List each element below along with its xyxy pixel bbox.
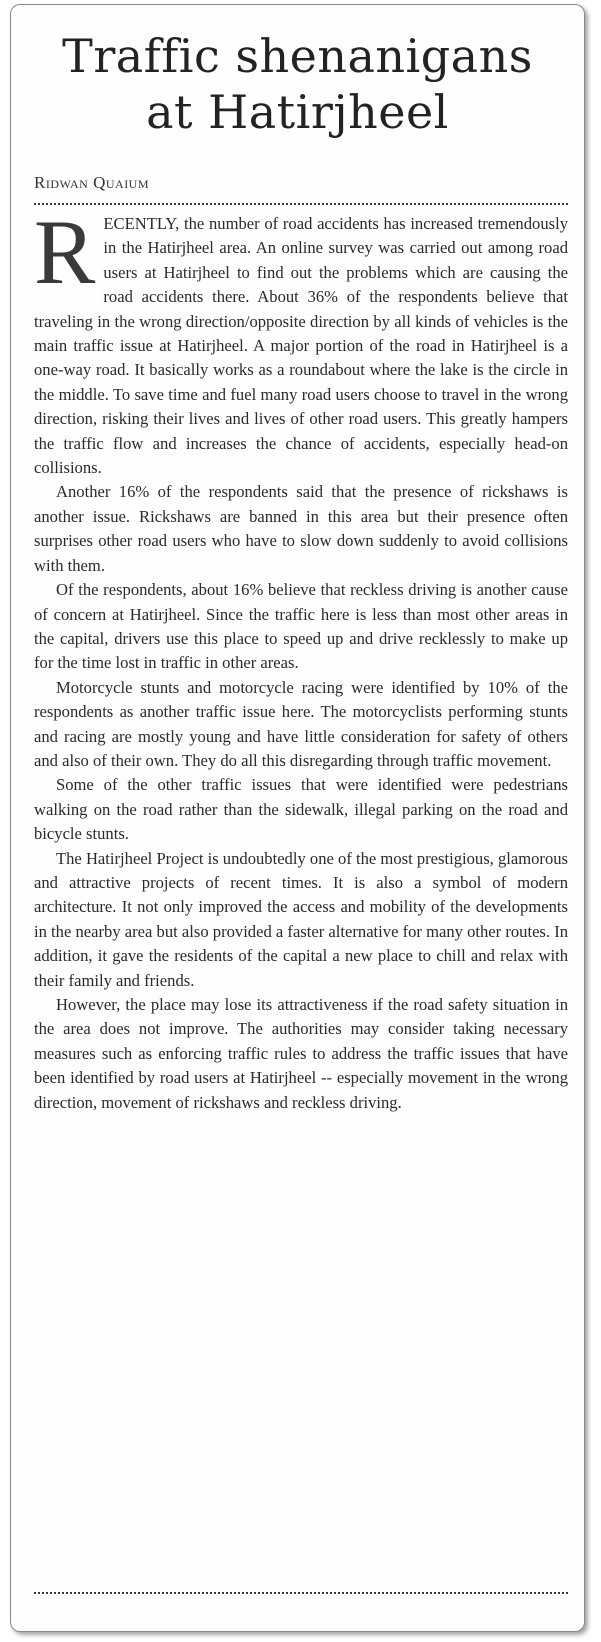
paragraph-1-text: ECENTLY, the number of road accidents has increased tremendously in the Hatirjheel area. An online survey was carried out among road users at Hatirjheel to find out the problems which are causing the road accidents there. About 36% of the respondents believe that traveling in the wrong direction/opposite direction by all kinds of vehicles is the main traffic issue at Hatirjheel. A major portion of the road in Hatirjheel is a one-way road. It basically works as a roundabout where the lake is the circle in the middle. To save time and fuel many road users choose to travel in the wrong direction, risking their lives and lives of other road users. This greatly hampers the traffic flow and increases the chance of accidents, especially head-on collisions. [34,214,568,478]
paragraph-6: The Hatirjheel Project is undoubtedly one of the most prestigious, glamorous and attractive projects of recent times. It is also a symbol of modern architecture. It not only improved the access and mobility of the developments in the nearby area but also provided a faster alternative for many other routes. In addition, it gave the residents of the capital a new place to chill and relax with their family and friends. [34,848,569,990]
headline-line-2: at Hatirjheel [146,85,449,139]
headline-line-1: Traffic shenanigans [62,29,533,83]
headline [10,28,585,140]
paragraph-4: Motorcycle stunts and motorcycle racing were identified by 10% of the respondents as another traffic issue here. The motorcyclists performing stunts and racing are mostly young and have little consideration for safety of others and also of their own. They do all this disregarding through traffic movement. [34,677,568,770]
paragraph-5: Some of the other traffic issues that were identified were pedestrians walking on the road rather than the sidewalk, illegal parking on the road and bicycle stunts. [34,775,568,844]
drop-cap: R [34,201,96,303]
paragraph-2: Another 16% of the respondents said that the presence of rickshaws is another issue. Rickshaws are banned in this area but their presence often surprises other road users who have to slow down suddenly to avoid collisions with them. [34,482,568,575]
article-body [34,201,569,1115]
dotted-divider-top [34,203,568,205]
dotted-divider-bottom [34,1592,568,1594]
byline: Ridwan Quaium [34,173,150,192]
paragraph-7: However, the place may lose its attractiveness if the road safety situation in the area does not improve. The authorities may consider taking necessary measures such as enforcing traffic rules to address the traffic issues that have been identified by road users at Hatirjheel -- especially movement in the wrong direction, movement of rickshaws and reckless driving. [34,995,568,1112]
paragraph-3: Of the respondents, about 16% believe that reckless driving is another cause of concern at Hatirjheel. Since the traffic here is less than most other areas in the capital, drivers use this place to speed up and drive recklessly to make up for the time lost in traffic in other areas. [34,580,568,673]
paragraph-1 [34,201,568,480]
